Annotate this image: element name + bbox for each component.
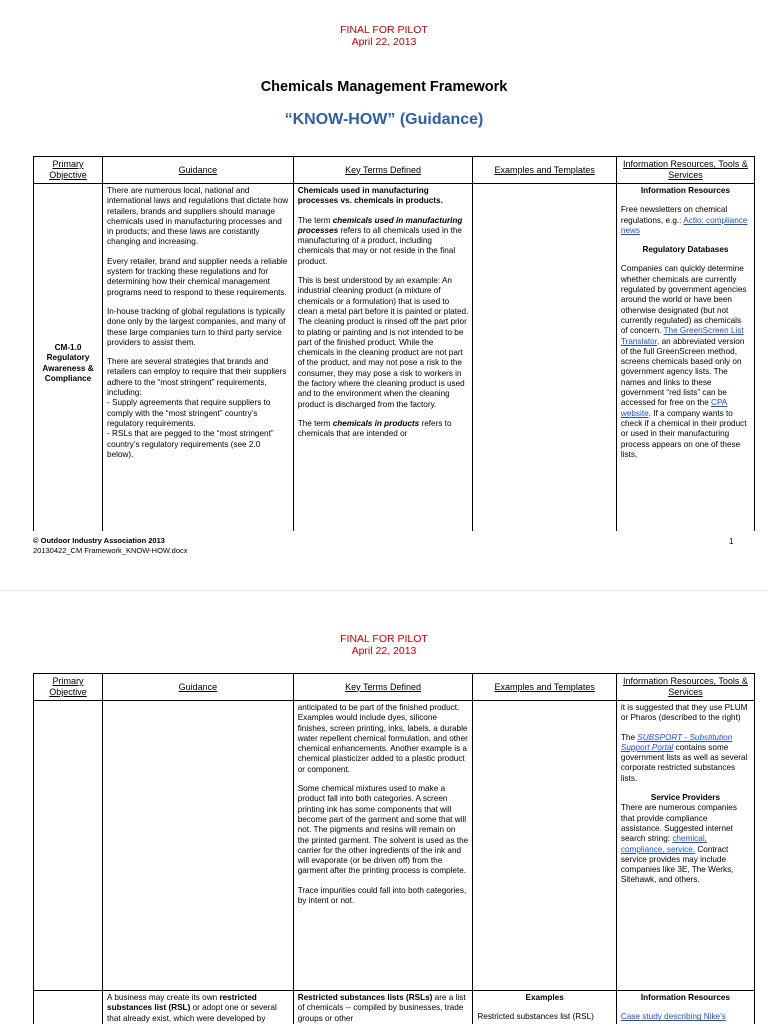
table-header-row — [34, 157, 755, 184]
table-row — [34, 184, 755, 532]
document-title: Chemicals Management Framework — [260, 79, 508, 95]
col-header-info: Information Resources, Tools & Services — [616, 157, 754, 184]
table-header-row — [34, 674, 755, 701]
greenscreen-link[interactable]: The GreenScreen List Translator — [620, 326, 744, 346]
framework-table-page2 — [33, 673, 755, 1024]
header-status: FINAL FOR PILOT — [340, 633, 428, 645]
guidance-cell — [103, 701, 294, 991]
objective-cell: CM-1.0 Regulatory Awareness & Compliance — [34, 184, 103, 532]
nike-case-study-link[interactable]: Case study describing Nike’s — [620, 1012, 726, 1022]
col-header-objective: Primary Objective — [34, 157, 103, 184]
col-header-examples: Examples and Templates — [473, 157, 617, 184]
subsport-link[interactable]: SUBSPORT - Substitution Support Portal — [620, 732, 733, 752]
page1-footer — [33, 536, 188, 556]
cpa-website-link[interactable]: CPA website — [620, 398, 728, 418]
table-row — [34, 991, 755, 1024]
header-date: April 22, 2013 — [351, 645, 417, 657]
col-header-guidance: Guidance — [103, 157, 294, 184]
objective-cell — [34, 701, 103, 991]
document-subtitle: “KNOW-HOW” (Guidance) — [284, 111, 484, 128]
footer-copyright: © Outdoor Industry Association 2013 — [33, 536, 165, 545]
examples-cell — [473, 701, 617, 991]
page1-header — [0, 24, 768, 48]
key-terms-cell: anticipated to be part of the finished product. Examples would include dyes, silicone finishes, screen printing, inks, labels, a durable water repellent chemical formulation, and other chemical enhancements. Another example is a chemical plasticizer added to a plastic product or component. Some chemical mixtures used to make a product fall into both categories. A screen printing ink has some components that will become part of the garment and some that will not. The pigments and resins will remain on the printed garment. The solvent is used as the carrier for the other ingredients of the ink and will evaporate (or be driven off) from the garment after the printing process is complete. Trace impurities could fall into both categories, by intent or not. — [293, 701, 473, 991]
col-header-objective: Primary Objective — [34, 674, 103, 701]
col-header-info: Information Resources, Tools & Services — [616, 674, 754, 701]
page-number: 1 — [729, 537, 734, 546]
col-header-examples: Examples and Templates — [473, 674, 617, 701]
page1-table-viewport — [0, 156, 768, 531]
page-separator — [0, 590, 768, 591]
col-header-key-terms: Key Terms Defined — [293, 157, 473, 184]
page2-table-viewport — [0, 673, 768, 1024]
info-cell: Information Resources Free newsletters on chemical regulations, e.g.: Actio: compliance news Regulatory Databases Companies can quickly determine whether chemicals are currently regulated by government agencies around the world or have been otherwise designated (but not currently regulated) as chemicals of concern. The GreenScreen List Translator, an abbreviated version of the full GreenScreen method, screens chemicals based only on government agency lists. The names and links to these government “red lists” can be accessed for free on the CPA website. If a company wants to check if a chemical in their product or used in their manufacturing process appears on one of these lists, — [616, 184, 754, 532]
key-terms-cell: Chemicals used in manufacturing processes vs. chemicals in products. The term chemicals used in manufacturing processes refers to all chemicals used in the manufacturing of a product, including chemicals that may or not reside in the final product. This is best understood by an example: An industrial cleaning product (a mixture of chemicals or a formulation) that is used to clean a metal part before it is painted or plated. The cleaning product is rinsed off the part prior to plating or painting and is not intended to be part of the finished product. While the chemicals in the cleaning product are not part of the product, and may not pose a risk to the consumer, they may pose a risk to workers in the factory where the cleaning product is used and to the environment when the cleaning product is discharged from the factory. The term chemicals in products refers to chemicals that are intended or — [293, 184, 473, 532]
info-cell: Information Resources Case study describing Nike’s — [616, 991, 754, 1024]
objective-cell — [34, 991, 103, 1024]
footer-filename: 20130422_CM Framework_KNOW-HOW.docx — [33, 546, 188, 555]
key-terms-cell: Restricted substances lists (RSLs) are a list of chemicals -- compiled by businesses, trade groups or other — [293, 991, 473, 1024]
col-header-key-terms: Key Terms Defined — [293, 674, 473, 701]
actio-link[interactable]: Actio: compliance news — [620, 215, 748, 235]
page2-header — [0, 633, 768, 657]
header-date: April 22, 2013 — [351, 36, 417, 48]
info-cell: it is suggested that they use PLUM or Pharos (described to the right) The SUBSPORT - Substitution Support Portal contains some government lists as well as several corporate restricted substances lists. Service Providers There are numerous companies that provide compliance assistance. Suggested internet search string: chemical, compliance, service. Contract service provides may include companies like 3E, The Werks, Sitehawk, and others. — [616, 701, 754, 991]
guidance-cell: A business may create its own restricted substances list (RSL) or adopt one or several that already exist, which were developed by — [103, 991, 294, 1024]
guidance-cell: There are numerous local, national and international laws and regulations that dictate how retailers, brands and suppliers should manage chemicals used in manufacturing processes and in products; and these laws are constantly changing and increasing. Every retailer, brand and supplier needs a reliable system for tracking these regulations and for determining how their chemical management programs need to respond to these requirements. In-house tracking of global regulations is typically done only by the largest companies, and many of these large companies turn to third party service providers to assist them. There are several strategies that brands and retailers can employ to require that their suppliers adhere to the “most stringent” requirements, including: - Supply agreements that require suppliers to comply with the “most stringent” country’s regulatory requirements. - RSLs that are pegged to the “most stringent” country’s regulatory requirements (see 2.0 below). — [103, 184, 294, 532]
col-header-guidance: Guidance — [103, 674, 294, 701]
examples-cell: Examples Restricted substances list (RSL) — [473, 991, 617, 1024]
header-status: FINAL FOR PILOT — [340, 24, 428, 36]
table-row — [34, 701, 755, 991]
search-string-link[interactable]: chemical, compliance, service. — [620, 834, 707, 854]
examples-cell — [473, 184, 617, 532]
framework-table-page1 — [33, 156, 755, 531]
